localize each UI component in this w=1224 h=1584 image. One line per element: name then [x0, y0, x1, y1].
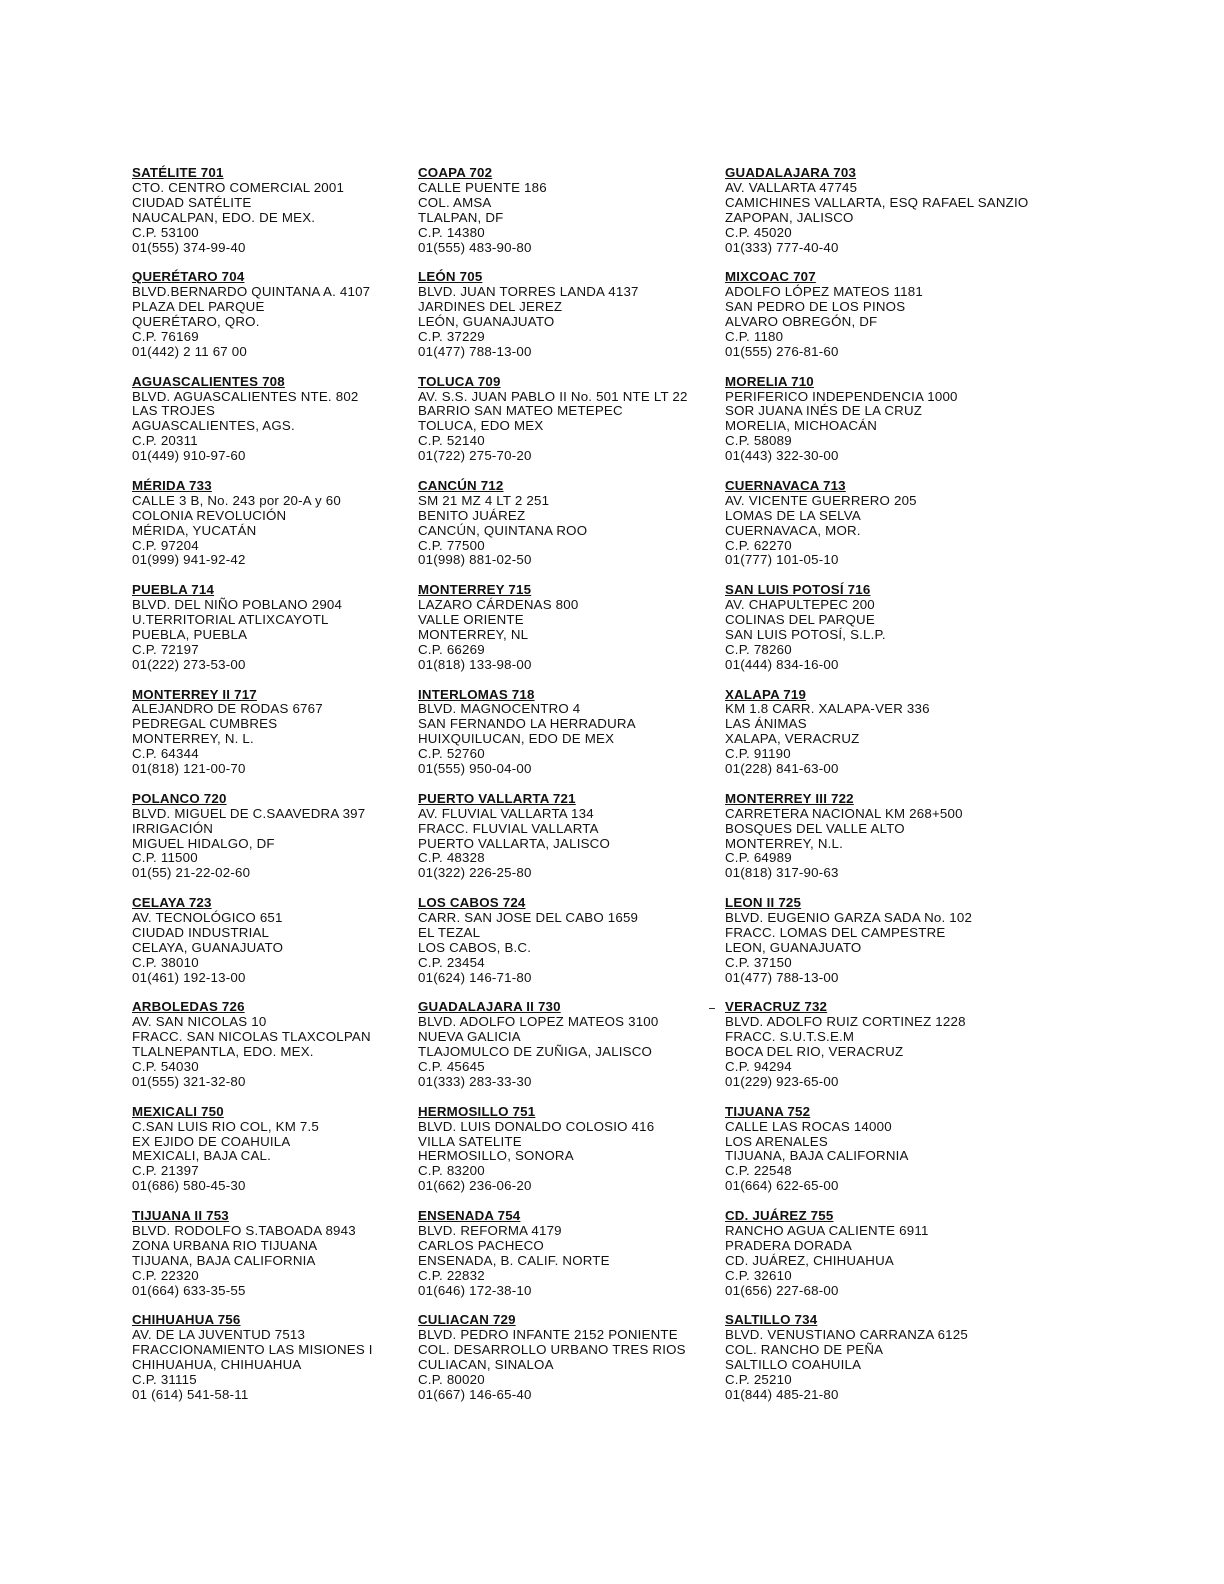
branch-postal-code: C.P. 80020	[418, 1371, 485, 1387]
branch-title: INTERLOMAS 718	[418, 686, 535, 702]
branch-city: TLALPAN, DF	[418, 209, 504, 225]
branch-city: MEXICALI, BAJA CAL.	[132, 1148, 272, 1164]
branch-phone: 01(664) 622-65-00	[725, 1178, 839, 1194]
branch-street: AV. SAN NICOLAS 10	[132, 1014, 267, 1030]
branch-street: PERIFERICO INDEPENDENCIA 1000	[725, 388, 958, 404]
branch-street: BLVD. MIGUEL DE C.SAAVEDRA 397	[132, 805, 366, 821]
branch-city: QUERÉTARO, QRO.	[132, 314, 260, 330]
branch-postal-code: C.P. 53100	[132, 224, 199, 240]
branch-title: TOLUCA 709	[418, 373, 501, 389]
branch-city: TOLUCA, EDO MEX	[418, 418, 544, 434]
branch-title: MONTERREY II 717	[132, 686, 257, 702]
branch-city: PUERTO VALLARTA, JALISCO	[418, 835, 611, 851]
branch-street: KM 1.8 CARR. XALAPA-VER 336	[725, 701, 930, 717]
branch-colony: FRACCIONAMIENTO LAS MISIONES I	[132, 1342, 373, 1358]
branch-city: XALAPA, VERACRUZ	[725, 731, 860, 747]
branch-street: AV. VICENTE GUERRERO 205	[725, 492, 917, 508]
branch-city: ZAPOPAN, JALISCO	[725, 209, 854, 225]
branch-colony: BOSQUES DEL VALLE ALTO	[725, 820, 905, 836]
branch-entry	[132, 583, 432, 672]
branch-title: QUERÉTARO 704	[132, 269, 245, 285]
branch-city: HUIXQUILUCAN, EDO DE MEX	[418, 731, 615, 747]
branch-entry	[418, 896, 718, 985]
branch-phone: 01(818) 121-00-70	[132, 761, 246, 777]
branch-city: MORELIA, MICHOACÁN	[725, 418, 878, 434]
branch-street: CALLE 3 B, No. 243 por 20-A y 60	[132, 492, 341, 508]
branch-postal-code: C.P. 38010	[132, 954, 199, 970]
branch-entry	[418, 1209, 718, 1298]
branch-phone: 01(555) 950-04-00	[418, 761, 532, 777]
branch-city: MÉRIDA, YUCATÁN	[132, 522, 257, 538]
branch-postal-code: C.P. 83200	[418, 1163, 485, 1179]
branch-postal-code: C.P. 20311	[132, 433, 198, 449]
branch-phone: 01(333) 777-40-40	[725, 239, 839, 255]
branch-entry	[725, 270, 1025, 359]
branch-city: TLALNEPANTLA, EDO. MEX.	[132, 1044, 314, 1060]
branch-postal-code: C.P. 64989	[725, 850, 792, 866]
branch-title: TIJUANA II 753	[132, 1208, 229, 1223]
branch-postal-code: C.P. 37229	[418, 328, 485, 344]
branch-phone: 01(461) 192-13-00	[132, 969, 246, 985]
branch-entry	[418, 1000, 718, 1089]
branch-colony: EX EJIDO DE COAHUILA	[132, 1133, 291, 1149]
branch-colony: LAS ÁNIMAS	[725, 716, 807, 732]
branch-phone: 01(664) 633-35-55	[132, 1282, 246, 1298]
branch-colony: PRADERA DORADA	[725, 1237, 852, 1253]
branch-postal-code: C.P. 22320	[132, 1267, 199, 1283]
branch-title: SATÉLITE 701	[132, 165, 224, 180]
branch-title: HERMOSILLO 751	[418, 1103, 536, 1119]
branch-entry	[418, 375, 718, 464]
branch-phone: 01(55) 21-22-02-60	[132, 865, 251, 881]
branch-colony: ZONA URBANA RIO TIJUANA	[132, 1237, 318, 1253]
branch-city: MONTERREY, NL	[418, 626, 529, 642]
branch-city: LEÓN, GUANAJUATO	[418, 314, 555, 330]
branch-entry	[725, 792, 1025, 881]
branch-phone: 01 (614) 541-58-11	[132, 1386, 249, 1402]
branch-colony: VILLA SATELITE	[418, 1133, 522, 1149]
branch-street: BLVD. MAGNOCENTRO 4	[418, 701, 581, 717]
branch-colony: JARDINES DEL JEREZ	[418, 299, 563, 315]
branch-phone: 01(444) 834-16-00	[725, 656, 839, 672]
branch-city: MIGUEL HIDALGO, DF	[132, 835, 275, 851]
branch-colony: FRACC. S.U.T.S.E.M	[725, 1029, 855, 1045]
branch-colony: LOMAS DE LA SELVA	[725, 507, 861, 523]
branch-phone: 01(999) 941-92-42	[132, 552, 246, 568]
branch-phone: 01(818) 133-98-00	[418, 656, 532, 672]
branch-phone: 01(229) 923-65-00	[725, 1073, 839, 1089]
branch-colony: SAN FERNANDO LA HERRADURA	[418, 716, 636, 732]
branch-title: MEXICALI 750	[132, 1103, 224, 1119]
branch-phone: 01(449) 910-97-60	[132, 448, 246, 464]
branch-title: PUEBLA 714	[132, 582, 215, 598]
branch-entry	[132, 166, 432, 255]
branch-postal-code: C.P. 37150	[725, 954, 792, 970]
branch-city: MONTERREY, N.L.	[725, 835, 844, 851]
branch-city: TLAJOMULCO DE ZUÑIGA, JALISCO	[418, 1044, 653, 1060]
branch-city: TIJUANA, BAJA CALIFORNIA	[132, 1252, 316, 1268]
branch-directory	[132, 166, 1132, 1416]
branch-title: MÉRIDA 733	[132, 477, 212, 493]
branch-city: NAUCALPAN, EDO. DE MEX.	[132, 209, 316, 225]
branch-city: HERMOSILLO, SONORA	[418, 1148, 574, 1164]
branch-city: CULIACAN, SINALOA	[418, 1357, 554, 1373]
branch-street: BLVD. ADOLFO RUIZ CORTINEZ 1228	[725, 1014, 966, 1030]
branch-entry	[725, 375, 1025, 464]
branch-postal-code: C.P. 22548	[725, 1163, 792, 1179]
branch-colony: CIUDAD INDUSTRIAL	[132, 924, 270, 940]
branch-entry	[725, 1313, 1025, 1402]
branch-phone: 01(656) 227-68-00	[725, 1282, 839, 1298]
branch-city: SALTILLO COAHUILA	[725, 1357, 862, 1373]
branch-title: AGUASCALIENTES 708	[132, 373, 285, 389]
branch-city: CD. JUÁREZ, CHIHUAHUA	[725, 1252, 894, 1268]
branch-street: CARRETERA NACIONAL KM 268+500	[725, 805, 963, 821]
branch-colony: PLAZA DEL PARQUE	[132, 299, 265, 315]
branch-title: LEON II 725	[725, 895, 802, 911]
branch-title: SAN LUIS POTOSÍ 716	[725, 582, 871, 598]
branch-street: BLVD. AGUASCALIENTES NTE. 802	[132, 388, 359, 404]
branch-postal-code: C.P. 77500	[418, 537, 485, 553]
branch-entry	[725, 896, 1025, 985]
branch-title: ENSENADA 754	[418, 1208, 521, 1223]
branch-colony: COL. RANCHO DE PEÑA	[725, 1342, 884, 1358]
branch-colony: U.TERRITORIAL ATLIXCAYOTL	[132, 612, 329, 627]
branch-title: CHIHUAHUA 756	[132, 1312, 241, 1328]
branch-entry	[725, 165, 1029, 255]
branch-street: CALLE PUENTE 186	[418, 179, 547, 195]
branch-street: BLVD. ADOLFO LOPEZ MATEOS 3100	[418, 1014, 659, 1030]
branch-postal-code: C.P. 31115	[132, 1371, 197, 1387]
branch-postal-code: C.P. 21397	[132, 1163, 199, 1179]
branch-phone: 01(662) 236-06-20	[418, 1178, 532, 1194]
branch-street: CTO. CENTRO COMERCIAL 2001	[132, 179, 345, 195]
branch-postal-code: C.P. 66269	[418, 641, 485, 657]
branch-postal-code: C.P. 94294	[725, 1059, 792, 1075]
branch-phone: 01(844) 485-21-80	[725, 1386, 839, 1402]
branch-city: CUERNAVACA, MOR.	[725, 522, 861, 538]
branch-title: PUERTO VALLARTA 721	[418, 790, 576, 806]
branch-colony: FRACC. LOMAS DEL CAMPESTRE	[725, 924, 946, 940]
branch-city: CHIHUAHUA, CHIHUAHUA	[132, 1357, 302, 1373]
branch-city: ALVARO OBREGÓN, DF	[725, 314, 878, 330]
branch-street: BLVD. RODOLFO S.TABOADA 8943	[132, 1222, 356, 1238]
branch-title: MORELIA 710	[725, 373, 814, 389]
branch-colony: FRACC. FLUVIAL VALLARTA	[418, 820, 599, 836]
branch-colony: BARRIO SAN MATEO METEPEC	[418, 403, 623, 419]
branch-phone: 01(998) 881-02-50	[418, 552, 532, 568]
branch-title: GUADALAJARA 703	[725, 165, 857, 180]
branch-city: SAN LUIS POTOSÍ, S.L.P.	[725, 626, 886, 642]
branch-entry	[418, 792, 718, 881]
branch-title: LEÓN 705	[418, 269, 483, 285]
branch-title: MONTERREY 715	[418, 582, 532, 598]
branch-phone: 01(777) 101-05-10	[725, 552, 839, 568]
branch-phone: 01(477) 788-13-00	[418, 343, 532, 359]
branch-title: CANCÚN 712	[418, 477, 504, 493]
branch-phone: 01(442) 2 11 67 00	[132, 343, 247, 359]
branch-postal-code: C.P. 58089	[725, 433, 792, 449]
branch-entry	[725, 1209, 1025, 1298]
branch-title: GUADALAJARA II 730	[418, 999, 561, 1015]
branch-phone: 01(322) 226-25-80	[418, 865, 532, 881]
branch-colony: COL. DESARROLLO URBANO TRES RIOS	[418, 1342, 686, 1358]
branch-street: CALLE LAS ROCAS 14000	[725, 1118, 892, 1134]
branch-entry	[418, 1313, 718, 1402]
branch-title: ARBOLEDAS 726	[132, 999, 245, 1015]
branch-street: BLVD. LUIS DONALDO COLOSIO 416	[418, 1118, 655, 1134]
branch-city: CANCÚN, QUINTANA ROO	[418, 522, 588, 538]
branch-postal-code: C.P. 72197	[132, 641, 199, 657]
branch-postal-code: C.P. 78260	[725, 641, 792, 657]
branch-street: BLVD. JUAN TORRES LANDA 4137	[418, 284, 639, 300]
branch-phone: 01(228) 841-63-00	[725, 761, 839, 777]
branch-title: POLANCO 720	[132, 790, 227, 806]
branch-phone: 01(555) 321-32-80	[132, 1073, 246, 1089]
branch-colony: CARLOS PACHECO	[418, 1237, 544, 1253]
branch-title: TIJUANA 752	[725, 1103, 811, 1119]
branch-street: BLVD.BERNARDO QUINTANA A. 4107	[132, 284, 371, 300]
branch-colony: COLONIA REVOLUCIÓN	[132, 507, 287, 523]
branch-phone: 01(555) 483-90-80	[418, 239, 532, 255]
branch-entry	[418, 270, 718, 359]
branch-city: LEON, GUANAJUATO	[725, 939, 862, 955]
branch-title: MIXCOAC 707	[725, 269, 816, 285]
branch-phone: 01(686) 580-45-30	[132, 1178, 246, 1194]
branch-colony: FRACC. SAN NICOLAS TLAXCOLPAN	[132, 1029, 371, 1045]
branch-postal-code: C.P. 91190	[725, 746, 791, 762]
branch-title: CD. JUÁREZ 755	[725, 1208, 834, 1223]
branch-phone: 01(818) 317-90-63	[725, 865, 839, 881]
branch-title: CUERNAVACA 713	[725, 477, 846, 493]
branch-postal-code: C.P. 45645	[418, 1059, 485, 1075]
branch-street: ALEJANDRO DE RODAS 6767	[132, 701, 323, 717]
branch-city: CELAYA, GUANAJUATO	[132, 939, 284, 955]
branch-street: AV. DE LA JUVENTUD 7513	[132, 1327, 306, 1343]
branch-entry	[132, 896, 432, 985]
branch-street: C.SAN LUIS RIO COL, KM 7.5	[132, 1118, 319, 1134]
branch-street: BLVD. VENUSTIANO CARRANZA 6125	[725, 1327, 968, 1343]
branch-colony: COL. AMSA	[418, 194, 492, 210]
branch-colony: SAN PEDRO DE LOS PINOS	[725, 299, 906, 315]
branch-postal-code: C.P. 97204	[132, 537, 199, 553]
branch-postal-code: C.P. 64344	[132, 746, 199, 762]
branch-colony: LAS TROJES	[132, 403, 216, 419]
branch-postal-code: C.P. 1180	[725, 328, 784, 344]
branch-phone: 01(646) 172-38-10	[418, 1282, 532, 1298]
branch-street: AV. VALLARTA 47745	[725, 179, 858, 195]
branch-phone: 01(477) 788-13-00	[725, 969, 839, 985]
branch-postal-code: C.P. 45020	[725, 224, 792, 240]
branch-postal-code: C.P. 62270	[725, 537, 792, 553]
branch-entry	[132, 479, 432, 568]
branch-entry	[418, 583, 718, 672]
branch-city: TIJUANA, BAJA CALIFORNIA	[725, 1148, 909, 1164]
branch-street: BLVD. REFORMA 4179	[418, 1222, 562, 1238]
branch-colony: CAMICHINES VALLARTA, ESQ RAFAEL SANZIO	[725, 194, 1029, 210]
branch-street: AV. TECNOLÓGICO 651	[132, 910, 283, 925]
branch-street: BLVD. EUGENIO GARZA SADA No. 102	[725, 910, 973, 925]
branch-phone: 01(555) 374-99-40	[132, 239, 246, 255]
branch-postal-code: C.P. 32610	[725, 1267, 792, 1283]
branch-title: CULIACAN 729	[418, 1312, 516, 1328]
branch-entry	[418, 166, 718, 255]
branch-colony: EL TEZAL	[418, 924, 481, 940]
branch-postal-code: C.P. 11500	[132, 850, 198, 866]
branch-entry	[132, 1000, 432, 1089]
branch-entry	[725, 1000, 1025, 1089]
branch-entry	[132, 270, 432, 359]
branch-title: VERACRUZ 732	[725, 999, 828, 1015]
branch-phone: 01(333) 283-33-30	[418, 1073, 532, 1089]
branch-street: ADOLFO LÓPEZ MATEOS 1181	[725, 284, 923, 300]
branch-city: PUEBLA, PUEBLA	[132, 626, 248, 642]
branch-street: AV. CHAPULTEPEC 200	[725, 597, 875, 613]
branch-entry	[725, 1105, 1025, 1194]
branch-title: XALAPA 719	[725, 686, 807, 702]
branch-phone: 01(667) 146-65-40	[418, 1386, 532, 1402]
branch-city: MONTERREY, N. L.	[132, 731, 254, 747]
branch-postal-code: C.P. 25210	[725, 1371, 792, 1387]
branch-title: COAPA 702	[418, 165, 493, 180]
stray-dash-mark	[709, 1008, 715, 1009]
branch-street: CARR. SAN JOSE DEL CABO 1659	[418, 910, 639, 925]
branch-colony: VALLE ORIENTE	[418, 612, 524, 627]
branch-entry	[725, 583, 1025, 672]
branch-city: LOS CABOS, B.C.	[418, 939, 532, 955]
branch-entry	[132, 1313, 432, 1402]
branch-colony: LOS ARENALES	[725, 1133, 828, 1149]
branch-phone: 01(443) 322-30-00	[725, 448, 839, 464]
branch-title: SALTILLO 734	[725, 1312, 818, 1328]
branch-postal-code: C.P. 52140	[418, 433, 485, 449]
branch-street: BLVD. DEL NIÑO POBLANO 2904	[132, 597, 343, 613]
branch-title: LOS CABOS 724	[418, 895, 526, 911]
branch-postal-code: C.P. 52760	[418, 746, 485, 762]
branch-entry	[418, 688, 718, 777]
branch-street: AV. FLUVIAL VALLARTA 134	[418, 805, 594, 821]
branch-postal-code: C.P. 23454	[418, 954, 485, 970]
branch-phone: 01(722) 275-70-20	[418, 448, 532, 464]
branch-colony: SOR JUANA INÉS DE LA CRUZ	[725, 403, 923, 419]
branch-phone: 01(222) 273-53-00	[132, 656, 246, 672]
branch-street: RANCHO AGUA CALIENTE 6911	[725, 1222, 929, 1238]
branch-entry	[132, 1209, 432, 1298]
branch-entry	[725, 688, 1025, 777]
branch-street: SM 21 MZ 4 LT 2 251	[418, 492, 550, 508]
branch-street: LAZARO CÁRDENAS 800	[418, 597, 579, 613]
branch-city: BOCA DEL RIO, VERACRUZ	[725, 1044, 904, 1060]
branch-street: BLVD. PEDRO INFANTE 2152 PONIENTE	[418, 1327, 678, 1343]
branch-colony: NUEVA GALICIA	[418, 1029, 521, 1045]
branch-postal-code: C.P. 76169	[132, 328, 199, 344]
branch-colony: CIUDAD SATÉLITE	[132, 194, 252, 210]
branch-postal-code: C.P. 22832	[418, 1267, 485, 1283]
branch-entry	[418, 479, 718, 568]
branch-postal-code: C.P. 14380	[418, 224, 485, 240]
branch-street: AV. S.S. JUAN PABLO II No. 501 NTE LT 22	[418, 388, 688, 404]
branch-city: AGUASCALIENTES, AGS.	[132, 418, 295, 434]
branch-entry	[418, 1105, 718, 1194]
branch-title: MONTERREY III 722	[725, 790, 854, 806]
branch-city: ENSENADA, B. CALIF. NORTE	[418, 1252, 610, 1268]
branch-entry	[725, 479, 1025, 568]
branch-colony: COLINAS DEL PARQUE	[725, 612, 875, 627]
branch-colony: BENITO JUÁREZ	[418, 507, 526, 523]
branch-entry	[132, 792, 432, 881]
branch-phone: 01(555) 276-81-60	[725, 343, 839, 359]
branch-colony: PEDREGAL CUMBRES	[132, 716, 278, 732]
branch-title: CELAYA 723	[132, 895, 212, 911]
branch-postal-code: C.P. 54030	[132, 1059, 199, 1075]
branch-entry	[132, 375, 432, 464]
branch-postal-code: C.P. 48328	[418, 850, 485, 866]
branch-colony: IRRIGACIÓN	[132, 820, 214, 836]
branch-entry	[132, 688, 432, 777]
branch-phone: 01(624) 146-71-80	[418, 969, 532, 985]
branch-entry	[132, 1105, 432, 1194]
